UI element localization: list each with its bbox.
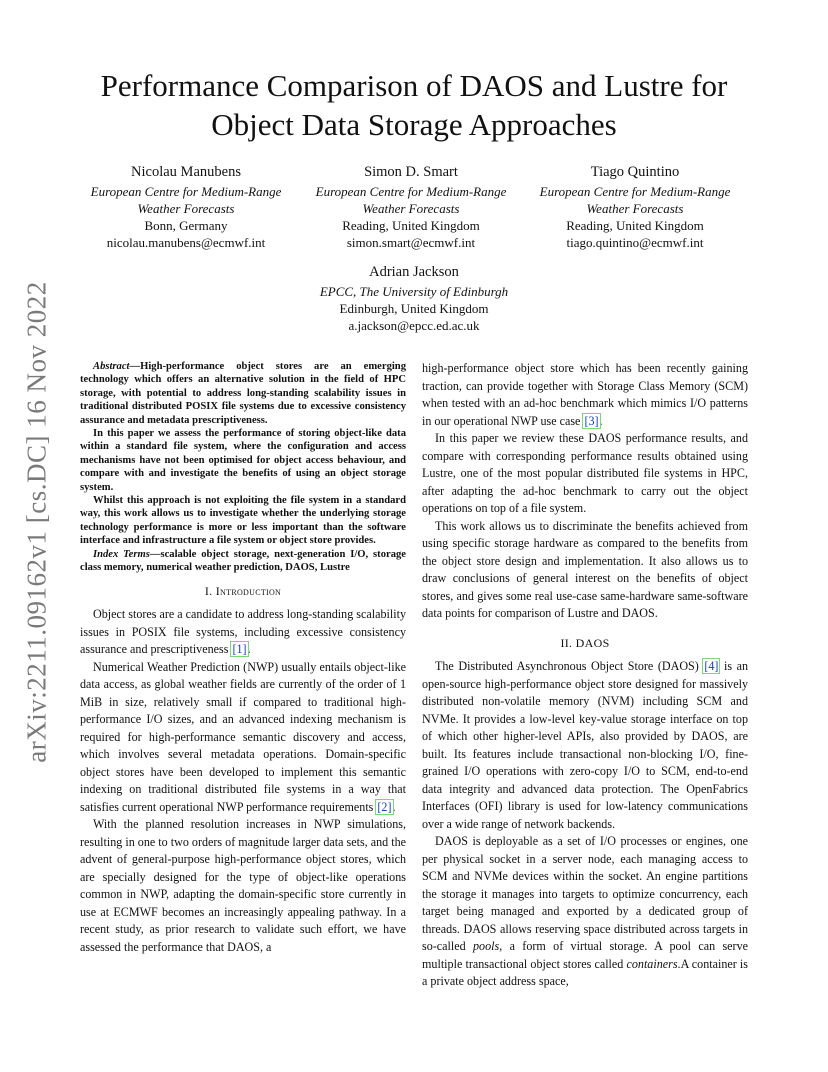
section-title: DAOS — [575, 635, 610, 650]
index-terms-label: Index Terms — [93, 548, 150, 560]
body-paragraph — [80, 606, 406, 659]
paragraph-text: . — [392, 799, 396, 814]
section-heading-daos — [422, 635, 748, 653]
body-paragraph — [422, 360, 748, 430]
term-pools: pools — [473, 939, 500, 953]
paragraph-text: . — [247, 642, 251, 656]
section-title: Introduction — [215, 583, 282, 598]
paragraph-text: , a form of virtual storage. A pool can serve multiple transactional object stores called — [422, 939, 748, 971]
citation-link[interactable]: [4] — [704, 659, 719, 673]
paragraph-text: .A container is a private object address space, — [422, 956, 748, 988]
author-location: Reading, United Kingdom — [342, 218, 480, 233]
right-column — [422, 360, 748, 991]
paragraph-text: Object stores are a candidate to address long-standing scalability issues in POSIX file systems, including excessive consistency assurance and prescriptiveness — [80, 607, 406, 656]
author-block-4 — [299, 264, 529, 334]
title-line-2: Object Data Storage Approaches — [211, 107, 617, 142]
author-email: simon.smart@ecmwf.int — [346, 235, 476, 250]
body-paragraph — [422, 833, 748, 991]
abstract-label: Abstract — [93, 361, 130, 372]
body-paragraph — [422, 658, 748, 833]
author-email: nicolau.manubens@ecmwf.int — [106, 235, 266, 250]
author-block-1 — [71, 164, 301, 251]
author-affiliation: European Centre for Medium-Range — [539, 184, 731, 199]
citation-link[interactable]: [2] — [377, 799, 392, 814]
paragraph-text: is an open-source high-performance object store designed for massively distributed non-volatile memory (NVM) including SCM and NVMe. It provides a low-level key-value storage interface on top of which other higher-level APIs, also provided by DAOS, are built. Its features include transactional non-blocking I/O, fine-grained I/O operations with zero-copy I/O to SCM, end-to-end data integrity and advanced data protection. The OpenFabrics Interfaces (OFI) library is used for low-latency communications over a wide range of network backends. — [422, 659, 748, 831]
author-block-3 — [520, 164, 750, 251]
author-block-2 — [296, 164, 526, 251]
section-number: I. — [204, 583, 213, 598]
author-affiliation: Weather Forecasts — [586, 201, 684, 216]
author-name: Adrian Jackson — [369, 264, 459, 280]
left-column — [80, 360, 406, 956]
term-containers: containers — [626, 956, 678, 971]
body-paragraph — [80, 659, 406, 817]
author-affiliation: European Centre for Medium-Range — [315, 184, 507, 199]
section-heading-introduction — [80, 583, 406, 601]
citation-link[interactable]: [3] — [584, 413, 599, 428]
abstract-paragraph: Whilst this approach is not exploiting the file system in a standard way, this work allows us to investigate whether the underlying storage technology performance is more or less important than the software interface and infrastructure a file system or object store provides. — [80, 495, 406, 547]
author-location: Bonn, Germany — [144, 218, 228, 233]
author-affiliation: European Centre for Medium-Range — [90, 184, 282, 199]
section-number: II. — [560, 635, 573, 650]
abstract-paragraph: In this paper we assess the performance of storing object-like data within a standard file system, where the configuration and access mechanisms have not been optimised for object access behaviour, and compare with and investigate the benefits of using an object storage system. — [80, 428, 406, 493]
arxiv-id-text: arXiv:2211.09162v1 [cs.DC] 16 Nov 2022 — [21, 281, 52, 763]
paragraph-text: high-performance object store which has been recently gaining traction, can provide together with Storage Class Memory (SCM) when tested with an ad-hoc benchmark which mimics I/O patterns in our operational NWP use case — [422, 361, 748, 428]
abstract-paragraph: —High-performance object stores are an emerging technology which offers an alternative solution in the field of HPC storage, with potential to address long-standing scalability issues in traditional distributed POSIX file systems due to excessive consistency assurance and metadata prescriptiveness. — [80, 361, 406, 426]
author-name: Tiago Quintino — [590, 164, 680, 180]
body-paragraph: With the planned resolution increases in NWP simulations, resulting in one to two orders of magnitude larger data sets, and the advent of general-purpose high-performance object stores, which are specially designed for the type of object-like operations common in NWP, adapting the domain-specific store currently in use at ECMWF becomes an increasingly appealing pathway. In a recent study, as prior research to validate such effort, we have assessed the performance that DAOS, a — [80, 817, 406, 954]
author-location: Reading, United Kingdom — [566, 218, 704, 233]
author-affiliation: EPCC, The University of Edinburgh — [319, 284, 509, 299]
title-line-1: Performance Comparison of DAOS and Lustre for — [100, 68, 728, 103]
author-affiliation: Weather Forecasts — [137, 201, 235, 216]
body-paragraph: In this paper we review these DAOS performance results, and compare with corresponding performance results obtained using Lustre, one of the most popular distributed file systems in HPC, after adapting the ad-hoc benchmark to carry out the object operations on top of a file system. — [422, 431, 748, 515]
arxiv-identifier — [16, 282, 58, 762]
author-location: Edinburgh, United Kingdom — [339, 301, 489, 316]
author-email: tiago.quintino@ecmwf.int — [566, 235, 704, 250]
paragraph-text: Numerical Weather Prediction (NWP) usually entails object-like data access, as global weather fields are currently of the order of 1 MiB in size, relatively small if compared to traditional high-performance I/O sizes, and an advanced indexing mechanism is required for high-performance semantic discovery and access, which involves several metadata operations. Domain-specific object stores have been developed to implement this semantic indexing on traditional distributed file systems in a way that satisfies current operational NWP performance requirements — [80, 659, 406, 814]
paragraph-text: The Distributed Asynchronous Object Store (DAOS) — [435, 659, 704, 673]
author-name: Nicolau Manubens — [131, 164, 241, 180]
index-terms: —scalable object storage, next-generation I/O, storage class memory, numerical weather prediction, DAOS, Lustre — [80, 548, 406, 574]
body-paragraph: This work allows us to discriminate the benefits achieved from using specific storage hardware as compared to the benefits from the object store design and implementation. It also allows us to draw conclusions of general interest on the benefits of object stores, and gives some real use-case same-hardware same-software data points for comparison of Lustre and DAOS. — [422, 518, 748, 620]
paper-title — [60, 66, 768, 144]
author-name: Simon D. Smart — [364, 164, 458, 180]
paragraph-text: DAOS is deployable as a set of I/O processes or engines, one per physical socket in a server node, each managing access to SCM and NVMe devices within the socket. An engine partitions the storage it manages into targets to optimize concurrency, each target being managed and exported by a dedicated group of threads. DAOS allows reserving space distributed across targets in so-called — [422, 834, 748, 953]
citation-link[interactable]: [1] — [232, 642, 247, 656]
author-affiliation: Weather Forecasts — [362, 201, 460, 216]
abstract — [80, 360, 406, 575]
paragraph-text: . — [599, 413, 603, 428]
author-email: a.jackson@epcc.ed.ac.uk — [348, 318, 480, 333]
